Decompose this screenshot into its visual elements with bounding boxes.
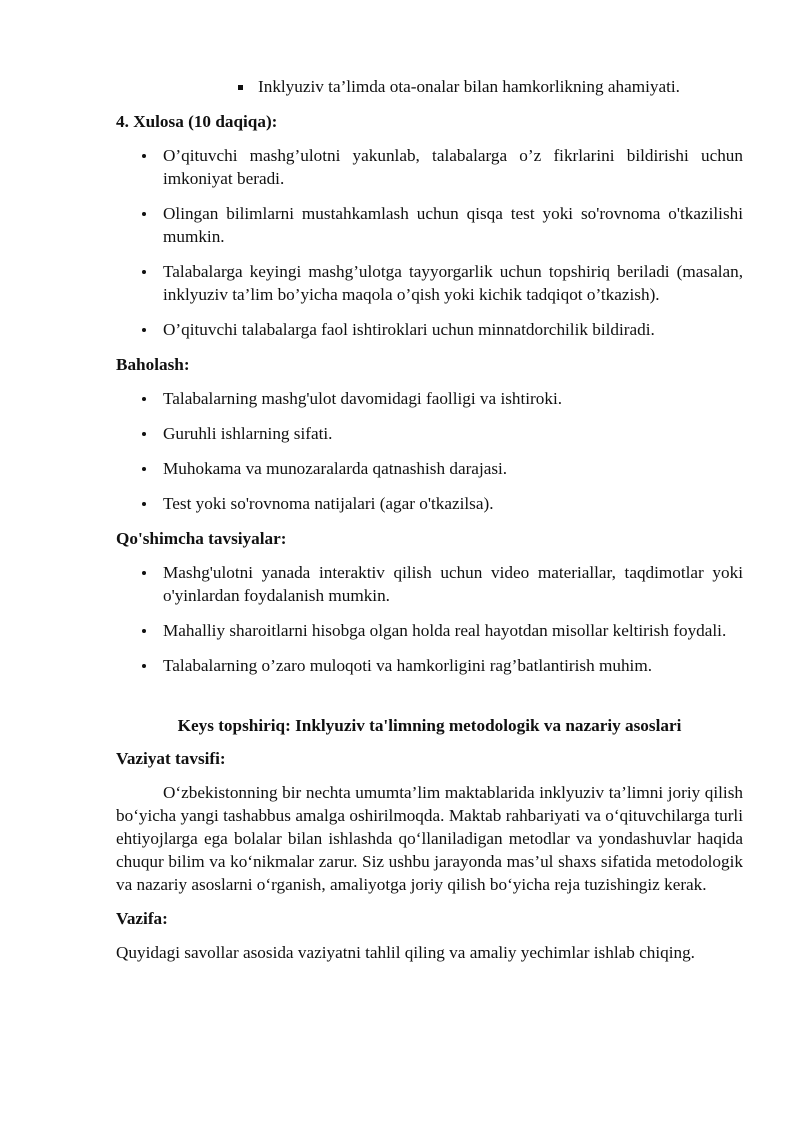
list-item: Inklyuziv ta’limda ota-onalar bilan hamkorlikning ahamiyati. [258, 75, 743, 98]
task-paragraph: Quyidagi savollar asosida vaziyatni tahlil qiling va amaliy yechimlar ishlab chiqing. [116, 943, 695, 962]
tavsiyalar-list [116, 561, 743, 677]
case-title: Keys topshiriq: Inklyuziv ta'limning metodologik va nazariy asoslari [177, 716, 682, 735]
section-heading-tavsiyalar: Qo'shimcha tavsiyalar: [116, 529, 287, 548]
list-item: Talabalarning mashg'ulot davomidagi faolligi va ishtiroki. [163, 387, 743, 410]
baholash-list [116, 387, 743, 515]
list-item: Talabalarga keyingi mashg’ulotga tayyorgarlik uchun topshiriq beriladi (masalan, inklyuziv ta’lim bo’yicha maqola o’qish yoki kichik tadqiqot o’tkazish). [163, 262, 743, 304]
list-item: Test yoki so'rovnoma natijalari (agar o'tkazilsa). [163, 492, 743, 515]
list-item: Mashg'ulotni yanada interaktiv qilish uchun video materiallar, taqdimotlar yoki o'yinlardan foydalanish mumkin. [163, 563, 743, 605]
list-item: Guruhli ishlarning sifati. [163, 422, 743, 445]
list-item: Olingan bilimlarni mustahkamlash uchun qisqa test yoki so'rovnoma o'tkazilishi mumkin. [163, 204, 743, 246]
list-item: O’qituvchi talabalarga faol ishtiroklari uchun minnatdorchilik bildiradi. [163, 318, 743, 341]
xulosa-list [116, 144, 743, 341]
task-heading: Vazifa: [116, 909, 168, 928]
situation-paragraph: O‘zbekistonning bir nechta umumta’lim maktablarida inklyuziv ta’limni joriy qilish bo‘yicha yangi tashabbus amalga oshirilmoqda. Maktab rahbariyati va o‘qituvchilarga turli ehtiyojlarga ega bolalar bilan ishlashda qo‘llaniladigan metodlar va yondashuvlar haqida chuqur bilim va ko‘nikmalar zarur. Siz ushbu jarayonda mas’ul shaxs sifatida metodologik va nazariy asoslarni o‘rganish, amaliyotga joriy qilish bo‘yicha reja tuzishingiz kerak. [116, 783, 743, 894]
list-item: Mahalliy sharoitlarni hisobga olgan holda real hayotdan misollar keltirish foydali. [163, 619, 743, 642]
section-heading-xulosa: 4. Xulosa (10 daqiqa): [116, 112, 278, 131]
sub-bullet-list [116, 75, 743, 98]
list-item: Muhokama va munozaralarda qatnashish darajasi. [163, 457, 743, 480]
section-heading-baholash: Baholash: [116, 355, 190, 374]
list-item: O’qituvchi mashg’ulotni yakunlab, talabalarga o’z fikrlarini bildirishi uchun imkoniyat beradi. [163, 146, 743, 188]
situation-heading: Vaziyat tavsifi: [116, 749, 226, 768]
document-page [116, 75, 743, 964]
list-item: Talabalarning o’zaro muloqoti va hamkorligini rag’batlantirish muhim. [163, 654, 743, 677]
